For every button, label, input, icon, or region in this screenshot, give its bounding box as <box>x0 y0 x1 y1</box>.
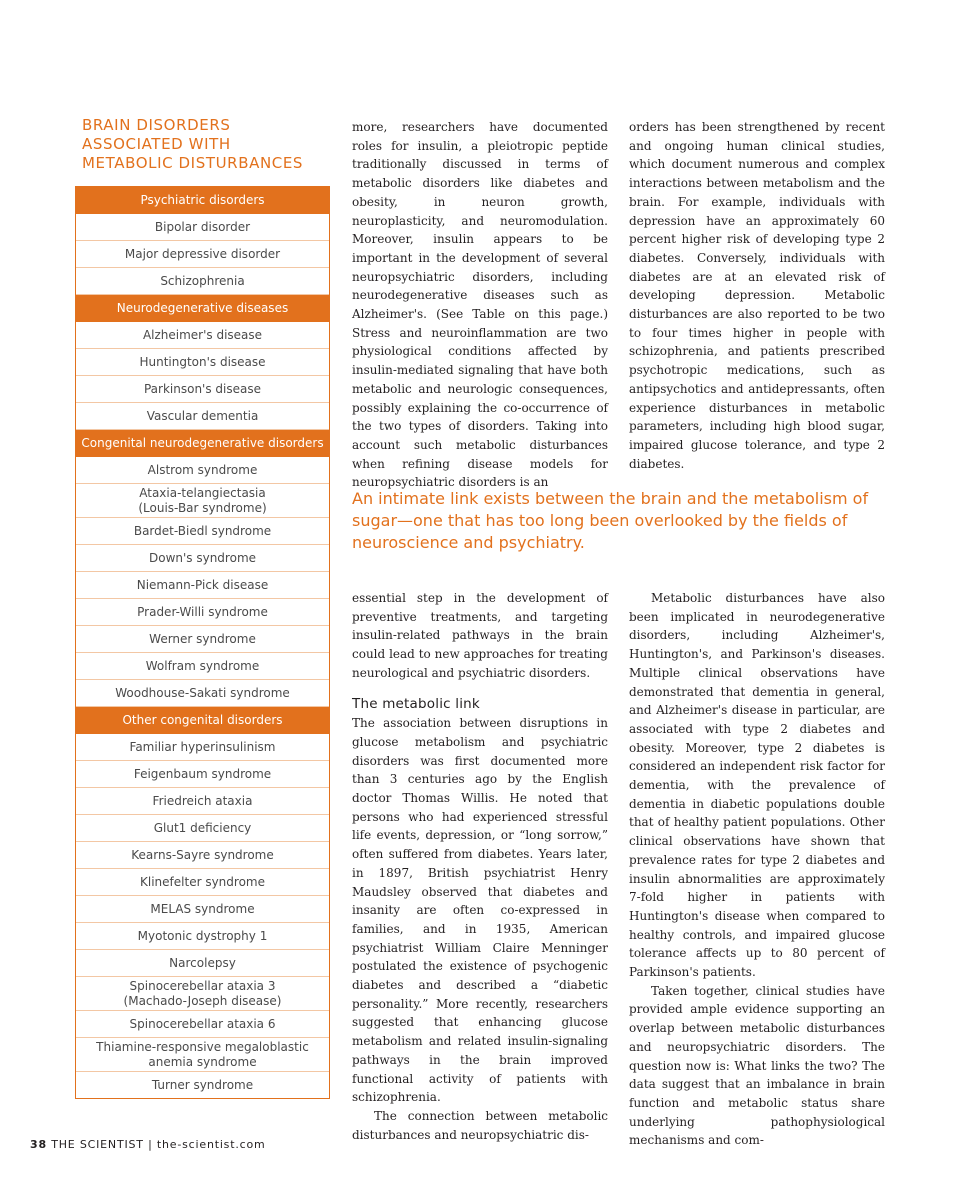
table-row: Down's syndrome <box>76 545 329 572</box>
table-row: Parkinson's disease <box>76 376 329 403</box>
table-row: Prader-Willi syndrome <box>76 599 329 626</box>
page-number: 38 <box>30 1138 47 1151</box>
table-section-header: Other congenital disorders <box>76 707 329 734</box>
paragraph: Metabolic disturbances have also been implicated in neurodegenerative disorders, including Alzheimer's, Huntington's, and Parkinson's diseases. Multiple clinical observations have demonstrated that dementia in general, and Alzheimer's disease in particular, are associated with type 2 diabetes and obesity. Moreover, type 2 diabetes is considered an independent risk factor for dementia, with the prevalence of dementia in diabetic populations double that of healthy patient populations. Other clinical observations have shown that prevalence rates for type 2 diabetes and insulin abnormalities are approximately 7-fold higher in patients with Huntington's disease when compared to healthy controls, and impaired glucose tolerance affects up to 80 percent of Parkinson's patients. <box>629 591 885 980</box>
table-row: Woodhouse-Sakati syndrome <box>76 680 329 707</box>
table-row: Vascular dementia <box>76 403 329 430</box>
table-row: Spinocerebellar ataxia 6 <box>76 1011 329 1038</box>
table-row: Narcolepsy <box>76 950 329 977</box>
sidebar-title: BRAIN DISORDERS ASSOCIATED WITH METABOLIC DISTURBANCES <box>82 116 304 172</box>
paragraph: more, researchers have documented roles for insulin, a pleiotropic peptide traditionally discussed in terms of metabolic disorders like diabetes and obesity, in neuron growth, neuroplasticity, and neuromodulation. Moreover, insulin appears to be important in the development of several neuropsychiatric disorders, including neurodegenerative diseases such as Alzheimer's. (See Table on this page.) Stress and neuroinflammation are two physiological conditions affected by insulin-mediated signaling that have both metabolic and neurologic consequences, possibly explaining the co-occurrence of the two types of disorders. Taking into account such metabolic disturbances when refining disease models for neuropsychiatric disorders is an <box>352 120 608 490</box>
table-row: MELAS syndrome <box>76 896 329 923</box>
table-row: Thiamine-responsive megaloblastic anemia syndrome <box>76 1038 329 1072</box>
table-section-header: Congenital neurodegenerative disorders <box>76 430 329 457</box>
paragraph: Taken together, clinical studies have provided ample evidence supporting an overlap between metabolic disturbances and neuropsychiatric disorders. The question now is: What links the two? The data suggest that an imbalance in brain function and metabolic status share underlying pathophysiological mechanisms and com- <box>629 983 885 1148</box>
page-footer <box>30 1138 266 1151</box>
section-heading-metabolic-link: The metabolic link <box>352 695 480 712</box>
table-row: Ataxia-telangiectasia (Louis-Bar syndrome) <box>76 484 329 518</box>
disorders-table <box>75 186 330 1099</box>
table-row: Wolfram syndrome <box>76 653 329 680</box>
table-section-header: Neurodegenerative diseases <box>76 295 329 322</box>
pull-quote: An intimate link exists between the brain and the metabolism of sugar—one that has too long been overlooked by the fields of neuroscience and psychiatry. <box>352 489 869 552</box>
table-row: Kearns-Sayre syndrome <box>76 842 329 869</box>
table-row: Friedreich ataxia <box>76 788 329 815</box>
magazine-name: THE SCIENTIST <box>51 1138 144 1151</box>
table-row: Alzheimer's disease <box>76 322 329 349</box>
table-row: Alstrom syndrome <box>76 457 329 484</box>
column-2-bottom <box>629 589 885 1150</box>
table-row: Myotonic dystrophy 1 <box>76 923 329 950</box>
column-1-bottom <box>352 589 608 1144</box>
table-row: Niemann-Pick disease <box>76 572 329 599</box>
table-row: Feigenbaum syndrome <box>76 761 329 788</box>
table-row: Bardet-Biedl syndrome <box>76 518 329 545</box>
paragraph: The connection between metabolic disturbances and neuropsychiatric dis- <box>352 1108 608 1142</box>
table-row: Werner syndrome <box>76 626 329 653</box>
table-row: Turner syndrome <box>151 1077 254 1092</box>
table-row: Glut1 deficiency <box>76 815 329 842</box>
paragraph: The association between disruptions in glucose metabolism and psychiatric disorders was first documented more than 3 centuries ago by the English doctor Thomas Willis. He noted that persons who had experienced stressful life events, depression, or “long sorrow,” often suffered from diabetes. Years later, in 1897, British psychiatrist Henry Maudsley observed that diabetes and insanity are often co-expressed in families, and in 1935, American psychiatrist William Claire Menninger postulated the existence of psychogenic diabetes and described a “diabetic personality.” More recently, researchers suggested that enhancing glucose metabolism and related insulin-signaling pathways in the brain improved functional activity of patients with schizophrenia. <box>352 716 608 1105</box>
table-row: Klinefelter syndrome <box>76 869 329 896</box>
table-row: Huntington's disease <box>76 349 329 376</box>
paragraph: essential step in the development of preventive treatments, and targeting insulin-related pathways in the brain could lead to new approaches for treating neurological and psychiatric disorders. <box>352 591 608 680</box>
table-row: Schizophrenia <box>76 268 329 295</box>
table-row: Bipolar disorder <box>76 214 329 241</box>
website: the-scientist.com <box>156 1138 266 1151</box>
column-1-top <box>352 118 608 492</box>
column-2-top <box>629 118 885 473</box>
paragraph: orders has been strengthened by recent and ongoing human clinical studies, which document numerous and complex interactions between metabolism and the brain. For example, individuals with depression have an approximately 60 percent higher risk of developing type 2 diabetes. Conversely, individuals with diabetes are at an elevated risk of developing depression. Metabolic disturbances are also reported to be two to four times higher in people with schizophrenia, and patients prescribed psychotropic medications, such as antipsychotics and antidepressants, often experience disturbances in metabolic parameters, including high blood sugar, impaired glucose tolerance, and type 2 diabetes. <box>629 120 885 471</box>
footer-separator: | <box>148 1138 153 1151</box>
table-row: Familiar hyperinsulinism <box>76 734 329 761</box>
table-row: Spinocerebellar ataxia 3 (Machado-Joseph disease) <box>76 977 329 1011</box>
table-section-header: Psychiatric disorders <box>76 187 329 214</box>
table-row: Major depressive disorder <box>76 241 329 268</box>
